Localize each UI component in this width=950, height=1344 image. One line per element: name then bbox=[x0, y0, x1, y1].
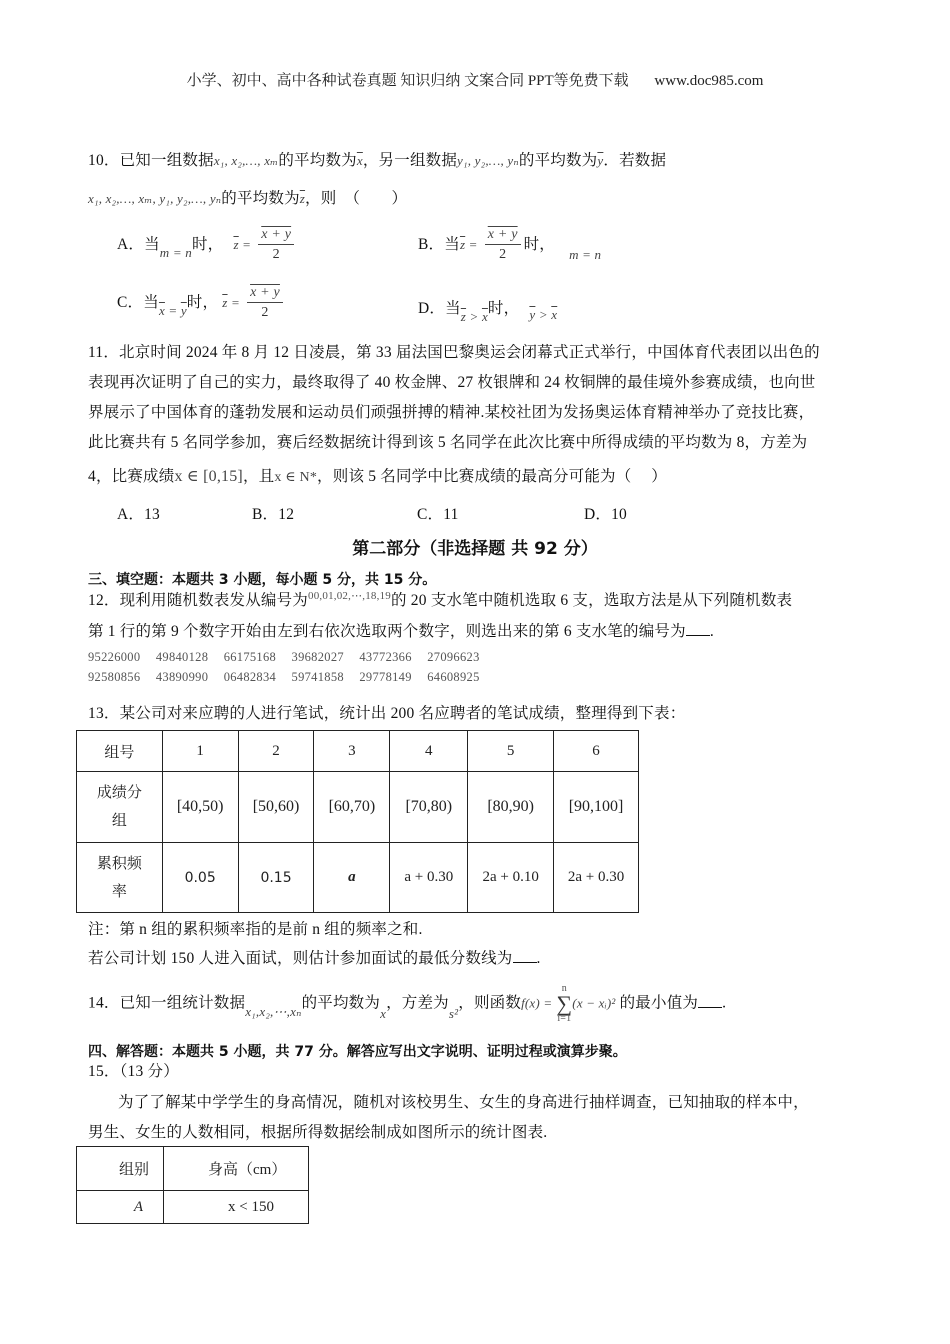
text: 成绩分 bbox=[96, 785, 142, 801]
math-zbar: $\overline{z}$ = bbox=[233, 237, 252, 253]
text: ，且 bbox=[242, 468, 275, 485]
table-cell: 0.05 bbox=[162, 843, 238, 913]
q11-line5 bbox=[88, 464, 667, 486]
q10-option-b bbox=[418, 226, 601, 265]
math-cond: m = n bbox=[159, 245, 192, 261]
table-cell: a + 0.30 bbox=[390, 843, 468, 913]
table-row bbox=[77, 1147, 309, 1191]
numerator: x + y bbox=[485, 226, 521, 245]
text: 已知一组数据 bbox=[119, 152, 214, 169]
math-xbar: $\overline{x}$ bbox=[356, 153, 363, 168]
text: 组 bbox=[111, 813, 127, 829]
math-variance: s² bbox=[448, 1005, 459, 1021]
q13-note: 注：第 n 组的累积频率指的是前 n 组的频率之和. bbox=[88, 921, 423, 938]
q10-option-c bbox=[117, 284, 286, 323]
random-table-row-2 bbox=[88, 670, 480, 685]
text: 的平均数为 bbox=[518, 152, 598, 169]
text: ，则该 5 名同学中比赛成绩的最高分可能为（ ） bbox=[317, 468, 667, 485]
text: 第 1 行的第 9 个数字开始由左到右依次选取两个数字，则选出来的第 6 支水笔的编号为 bbox=[88, 623, 686, 640]
text: 时， bbox=[487, 300, 520, 317]
table-cell: A bbox=[77, 1191, 164, 1224]
text: . bbox=[709, 623, 714, 640]
table-row bbox=[77, 1191, 309, 1224]
text: 的平均数为 bbox=[221, 190, 300, 207]
q15-number: 15．（13 分） bbox=[88, 1063, 179, 1080]
text: . bbox=[536, 950, 541, 967]
math-zbar: $\overline{z}$ = bbox=[459, 237, 478, 253]
row-header: 组号 bbox=[77, 731, 163, 772]
math-range: x ∈ [0,15] bbox=[174, 468, 243, 485]
q13-intro: 13．某公司对来应聘的人进行笔试，统计出 200 名应聘者的笔试成绩，整理得到下表： bbox=[88, 705, 686, 722]
random-number: 49840128 bbox=[155, 650, 209, 664]
math-seq: x₁, x₂,…, xₘ, y₁, y₂,…, yₙ bbox=[88, 191, 222, 206]
text: 时， bbox=[186, 294, 219, 312]
table-row bbox=[77, 843, 639, 913]
question-number: 10． bbox=[88, 152, 120, 169]
math-seq: x₁,x₂,⋯,xₙ bbox=[245, 1003, 302, 1019]
table-cell: 6 bbox=[554, 731, 639, 772]
header-tagline: 小学、初中、高中各种试卷真题 知识归纳 文案合同 PPT等免费下载 bbox=[186, 73, 629, 89]
denominator: 2 bbox=[272, 247, 280, 262]
table-cell: 3 bbox=[314, 731, 390, 772]
sum-lower: i=1 bbox=[557, 1013, 572, 1024]
q14-line bbox=[88, 984, 726, 1024]
math-seq: x₁, x₂,…, xₘ bbox=[213, 153, 279, 168]
random-number: 43890990 bbox=[155, 670, 209, 684]
math-cond: x = y bbox=[158, 303, 187, 319]
q11-option-a: A．13 bbox=[117, 506, 160, 523]
math-zbar: $\overline{z}$ = bbox=[222, 295, 240, 311]
table-cell: [60,70) bbox=[314, 772, 390, 843]
random-number: 39682027 bbox=[291, 650, 344, 664]
q13-question bbox=[88, 946, 541, 968]
sum-upper: n bbox=[561, 983, 567, 994]
random-number: 92580856 bbox=[88, 670, 141, 684]
option-label: D．当 bbox=[418, 300, 461, 317]
math-fraction bbox=[485, 226, 521, 265]
text: 累积频 bbox=[96, 855, 142, 872]
random-number: 43772366 bbox=[359, 650, 412, 664]
section4-title: 四、解答题：本题共 5 小题，共 77 分。解答应写出文字说明、证明过程或演算步聚。 bbox=[88, 1044, 627, 1060]
table-cell: 4 bbox=[390, 731, 468, 772]
text: ，方差为 bbox=[386, 994, 449, 1012]
random-number: 27096623 bbox=[427, 650, 480, 664]
random-number: 64608925 bbox=[427, 670, 480, 684]
q10-line2 bbox=[88, 186, 407, 208]
q12-line2 bbox=[88, 619, 714, 641]
table-cell: [40,50) bbox=[162, 772, 238, 843]
page-header bbox=[0, 69, 950, 90]
math-fraction bbox=[258, 226, 294, 265]
table-header: 组别 bbox=[77, 1147, 164, 1191]
text: . bbox=[722, 994, 727, 1012]
answer-blank[interactable] bbox=[686, 622, 710, 636]
q10-option-d bbox=[418, 296, 558, 324]
math-sum-body: (x − xᵢ)² bbox=[572, 995, 616, 1011]
table-cell: x < 150 bbox=[164, 1191, 309, 1224]
summation-icon: n ∑ i=1 bbox=[556, 983, 573, 1024]
table-cell: [80,90) bbox=[468, 772, 554, 843]
text: 的平均数为 bbox=[278, 152, 357, 169]
table-header: 身高（cm） bbox=[164, 1147, 309, 1191]
text: 的平均数为 bbox=[301, 994, 381, 1012]
math-seq: y₁, y₂,…, yₙ bbox=[457, 153, 519, 168]
q11-line1: 11．北京时间 2024 年 8 月 12 日凌晨，第 33 届法国巴黎奥运会闭幕式正式举行，中国体育代表团以出色的 bbox=[88, 344, 820, 361]
table-row bbox=[77, 772, 639, 843]
q10-line1 bbox=[88, 148, 666, 170]
text: 时， bbox=[523, 236, 556, 254]
text: 的 20 支水笔中随机选取 6 支，选取方法是从下列随机数表 bbox=[390, 592, 793, 609]
text: ，则 （ ） bbox=[305, 190, 408, 207]
math-fraction bbox=[247, 284, 283, 323]
denominator: 2 bbox=[261, 305, 269, 320]
option-label: C．当 bbox=[117, 294, 159, 312]
numerator: x + y bbox=[258, 226, 294, 245]
math-ybar: $\overline{y}$ bbox=[597, 153, 604, 168]
math-result: y > x bbox=[529, 307, 558, 322]
q11-line3: 界展示了中国体育的蓬勃发展和运动员们顽强拼搏的精神.某校社团为发扬奥运体育精神举办了竞技比赛， bbox=[88, 404, 815, 421]
math-natural: x ∈ N* bbox=[274, 470, 318, 485]
table-cell: 2a + 0.30 bbox=[554, 843, 639, 913]
table-cell: a bbox=[314, 843, 390, 913]
part2-title: 第二部分（非选择题 共 92 分） bbox=[352, 539, 598, 559]
q11-line4: 此比赛共有 5 名同学参加，赛后经数据统计得到该 5 名同学在此次比赛中所得成绩的平均数为 8，方差为 bbox=[88, 434, 808, 451]
q11-line2: 表现再次证明了自己的实力，最终取得了 40 枚金牌、27 枚银牌和 24 枚铜牌的最佳境外参赛成绩，也向世 bbox=[88, 374, 816, 391]
table-cell: [70,80) bbox=[390, 772, 468, 843]
text: 12．现利用随机数表发从编号为 bbox=[88, 592, 309, 609]
denominator: 2 bbox=[499, 247, 507, 262]
random-table-row-1 bbox=[88, 650, 480, 665]
random-number: 66175168 bbox=[223, 650, 277, 664]
random-number: 95226000 bbox=[88, 650, 141, 664]
text: 14．已知一组统计数据 bbox=[88, 994, 246, 1012]
q15-para1: 为了了解某中学学生的身高情况，随机对该校男生、女生的身高进行抽样调查，已知抽取的样本中， bbox=[118, 1094, 809, 1111]
section3-title: 三、填空题：本题共 3 小题，每小题 5 分，共 15 分。 bbox=[88, 572, 437, 588]
row-header bbox=[77, 772, 163, 843]
text: ．若数据 bbox=[603, 152, 667, 169]
math-zbar: $\overline{z}$ bbox=[299, 191, 306, 206]
table-cell: [50,60) bbox=[238, 772, 314, 843]
answer-blank[interactable] bbox=[698, 994, 722, 1008]
answer-blank[interactable] bbox=[513, 949, 537, 963]
text: 时， bbox=[191, 236, 224, 254]
q13-table bbox=[76, 730, 639, 913]
table-cell: 2 bbox=[238, 731, 314, 772]
q12-line1 bbox=[88, 588, 792, 610]
table-cell: [90,100] bbox=[554, 772, 639, 843]
table-cell: 2a + 0.10 bbox=[468, 843, 554, 913]
math-function: f(x) = bbox=[521, 995, 553, 1011]
text: ，则函数 bbox=[458, 994, 522, 1012]
text: ，另一组数据 bbox=[362, 152, 458, 169]
header-url: www.doc985.com bbox=[654, 73, 764, 89]
math-mean: x bbox=[380, 1005, 387, 1021]
q11-option-d: D．10 bbox=[584, 506, 627, 523]
text: 若公司计划 150 人进入面试，则估计参加面试的最低分数线为 bbox=[88, 950, 513, 967]
random-number: 29778149 bbox=[359, 670, 412, 684]
math-cond: z > x bbox=[460, 309, 488, 324]
option-label: A．当 bbox=[117, 236, 160, 254]
q15-para2: 男生、女生的人数相同，根据所得数据绘制成如图所示的统计图表. bbox=[88, 1124, 548, 1141]
table-cell: 1 bbox=[162, 731, 238, 772]
q10-option-a bbox=[117, 226, 297, 265]
text: 4，比赛成绩 bbox=[88, 468, 175, 485]
row-header bbox=[77, 843, 163, 913]
random-number: 59741858 bbox=[291, 670, 344, 684]
table-cell: 5 bbox=[468, 731, 554, 772]
text: 的最小值为 bbox=[619, 994, 699, 1012]
table-row bbox=[77, 731, 639, 772]
q11-option-b: B．12 bbox=[252, 506, 295, 523]
math-result: m = n bbox=[569, 247, 602, 263]
q15-table bbox=[76, 1146, 309, 1224]
numerator: x + y bbox=[247, 284, 283, 303]
q11-option-c: C．11 bbox=[417, 506, 459, 523]
math-codes: 00,01,02,⋯,18,19 bbox=[308, 590, 391, 602]
option-label: B．当 bbox=[418, 236, 460, 254]
text: 率 bbox=[111, 883, 127, 900]
random-number: 06482834 bbox=[223, 670, 277, 684]
table-cell: 0.15 bbox=[238, 843, 314, 913]
